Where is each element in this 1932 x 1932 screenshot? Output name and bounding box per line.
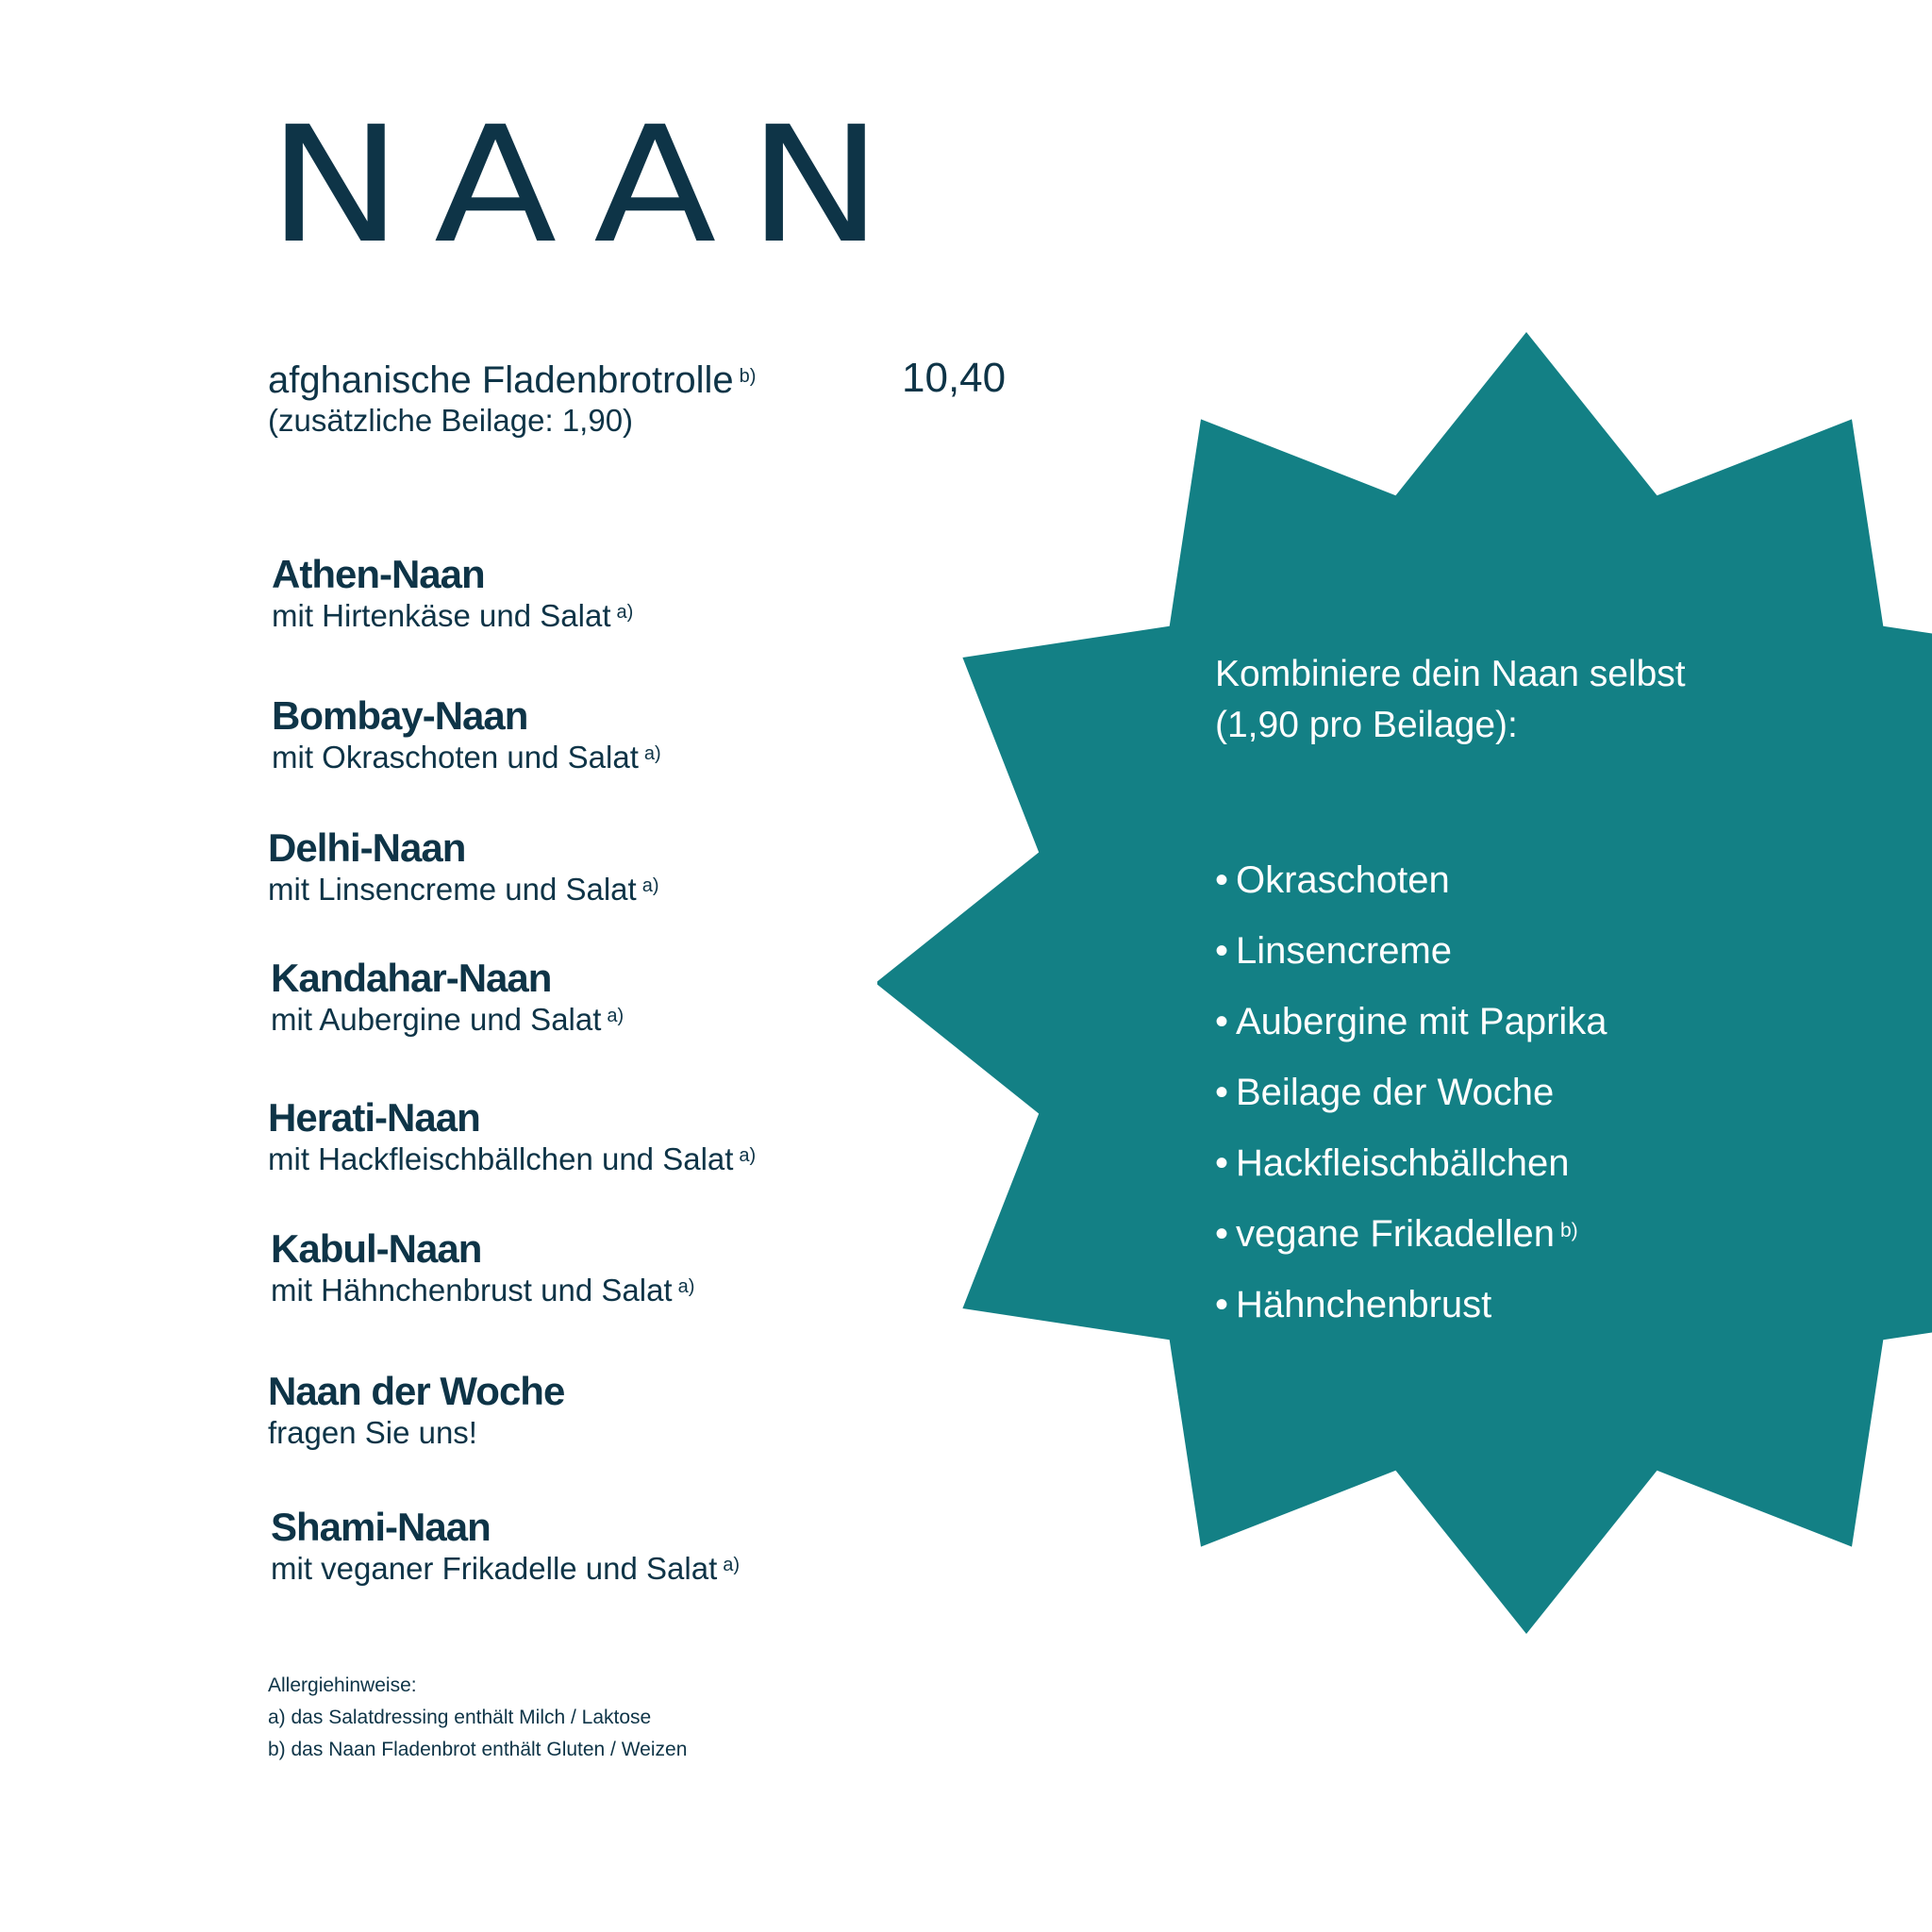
- bullet-icon: •: [1215, 930, 1229, 972]
- menu-item: [272, 552, 633, 635]
- menu-item-name: Kandahar-Naan: [271, 956, 552, 1000]
- combo-option: • Linsencreme: [1215, 916, 1686, 987]
- bullet-icon: •: [1215, 859, 1229, 901]
- menu-item: [272, 693, 661, 776]
- combo-option: • Aubergine mit Paprika: [1215, 987, 1686, 1058]
- allergy-heading: Allergiehinweise:: [268, 1674, 417, 1696]
- combo-option: • vegane Frikadellen $^{b)}$: [1215, 1199, 1686, 1270]
- footnote-marker: a): [616, 602, 634, 623]
- bullet-icon: •: [1215, 1142, 1229, 1184]
- footnote-marker: b): [1560, 1220, 1578, 1241]
- footnote-marker: a): [739, 1145, 757, 1166]
- intro-price: 10,40: [902, 355, 1007, 401]
- footnote-marker: a): [723, 1555, 741, 1575]
- menu-item-desc: mit Hirtenkäse und Salat $^{a)}$: [272, 598, 634, 633]
- footnote-marker: b): [739, 366, 757, 387]
- bullet-icon: •: [1215, 1072, 1229, 1113]
- intro-item: [268, 358, 756, 440]
- footnote-marker: a): [607, 1006, 625, 1026]
- menu-item: [268, 1369, 564, 1452]
- combo-heading: Kombiniere dein Naan selbst: [1215, 654, 1686, 694]
- allergy-notes: [268, 1670, 687, 1766]
- bullet-icon: •: [1215, 1001, 1229, 1042]
- intro-item-name: afghanische Fladenbrotrolle $^{b)}$: [268, 359, 757, 401]
- combo-option: • Hähnchenbrust: [1215, 1270, 1686, 1341]
- menu-item-name: Kabul-Naan: [271, 1226, 482, 1271]
- allergy-note-a: a) das Salatdressing enthält Milch / Laktose: [268, 1707, 652, 1728]
- menu-item-name: Athen-Naan: [272, 552, 485, 596]
- menu-item-desc: mit Aubergine und Salat $^{a)}$: [271, 1002, 625, 1037]
- page-title: NAAN: [268, 92, 915, 279]
- menu-item: [271, 1505, 740, 1588]
- menu-item-name: Naan der Woche: [268, 1369, 565, 1413]
- combo-options: [1215, 845, 1686, 1341]
- menu-item: [271, 956, 624, 1039]
- menu-item-desc: mit veganer Frikadelle und Salat $^{a)}$: [271, 1551, 741, 1586]
- menu-item-name: Herati-Naan: [268, 1095, 480, 1140]
- menu-item-desc: mit Linsencreme und Salat $^{a)}$: [268, 872, 659, 907]
- menu-item-name: Shami-Naan: [271, 1505, 491, 1549]
- combo-option: • Hackfleischbällchen: [1215, 1128, 1686, 1199]
- menu-item-name: Bombay-Naan: [272, 693, 528, 738]
- combo-option: • Okraschoten: [1215, 845, 1686, 916]
- menu-item-desc: mit Hähnchenbrust und Salat $^{a)}$: [271, 1273, 695, 1307]
- combo-subheading: (1,90 pro Beilage):: [1215, 705, 1518, 745]
- menu-item: [268, 825, 659, 908]
- menu-item-desc: fragen Sie uns!: [268, 1415, 477, 1450]
- combo-option: • Beilage der Woche: [1215, 1058, 1686, 1128]
- menu-item: [268, 1095, 756, 1178]
- menu-item-name: Delhi-Naan: [268, 825, 466, 870]
- menu-item: [271, 1226, 694, 1309]
- allergy-note-b: b) das Naan Fladenbrot enthält Gluten / Weizen: [268, 1739, 688, 1760]
- menu-item-desc: mit Okraschoten und Salat $^{a)}$: [272, 740, 661, 774]
- footnote-marker: a): [641, 875, 659, 896]
- menu-item-desc: mit Hackfleischbällchen und Salat $^{a)}$: [268, 1141, 757, 1176]
- bullet-icon: •: [1215, 1213, 1229, 1255]
- footnote-marker: a): [677, 1276, 695, 1297]
- footnote-marker: a): [643, 743, 661, 764]
- bullet-icon: •: [1215, 1284, 1229, 1325]
- combo-box: [1215, 649, 1686, 1341]
- intro-item-extra: (zusätzliche Beilage: 1,90): [268, 403, 634, 438]
